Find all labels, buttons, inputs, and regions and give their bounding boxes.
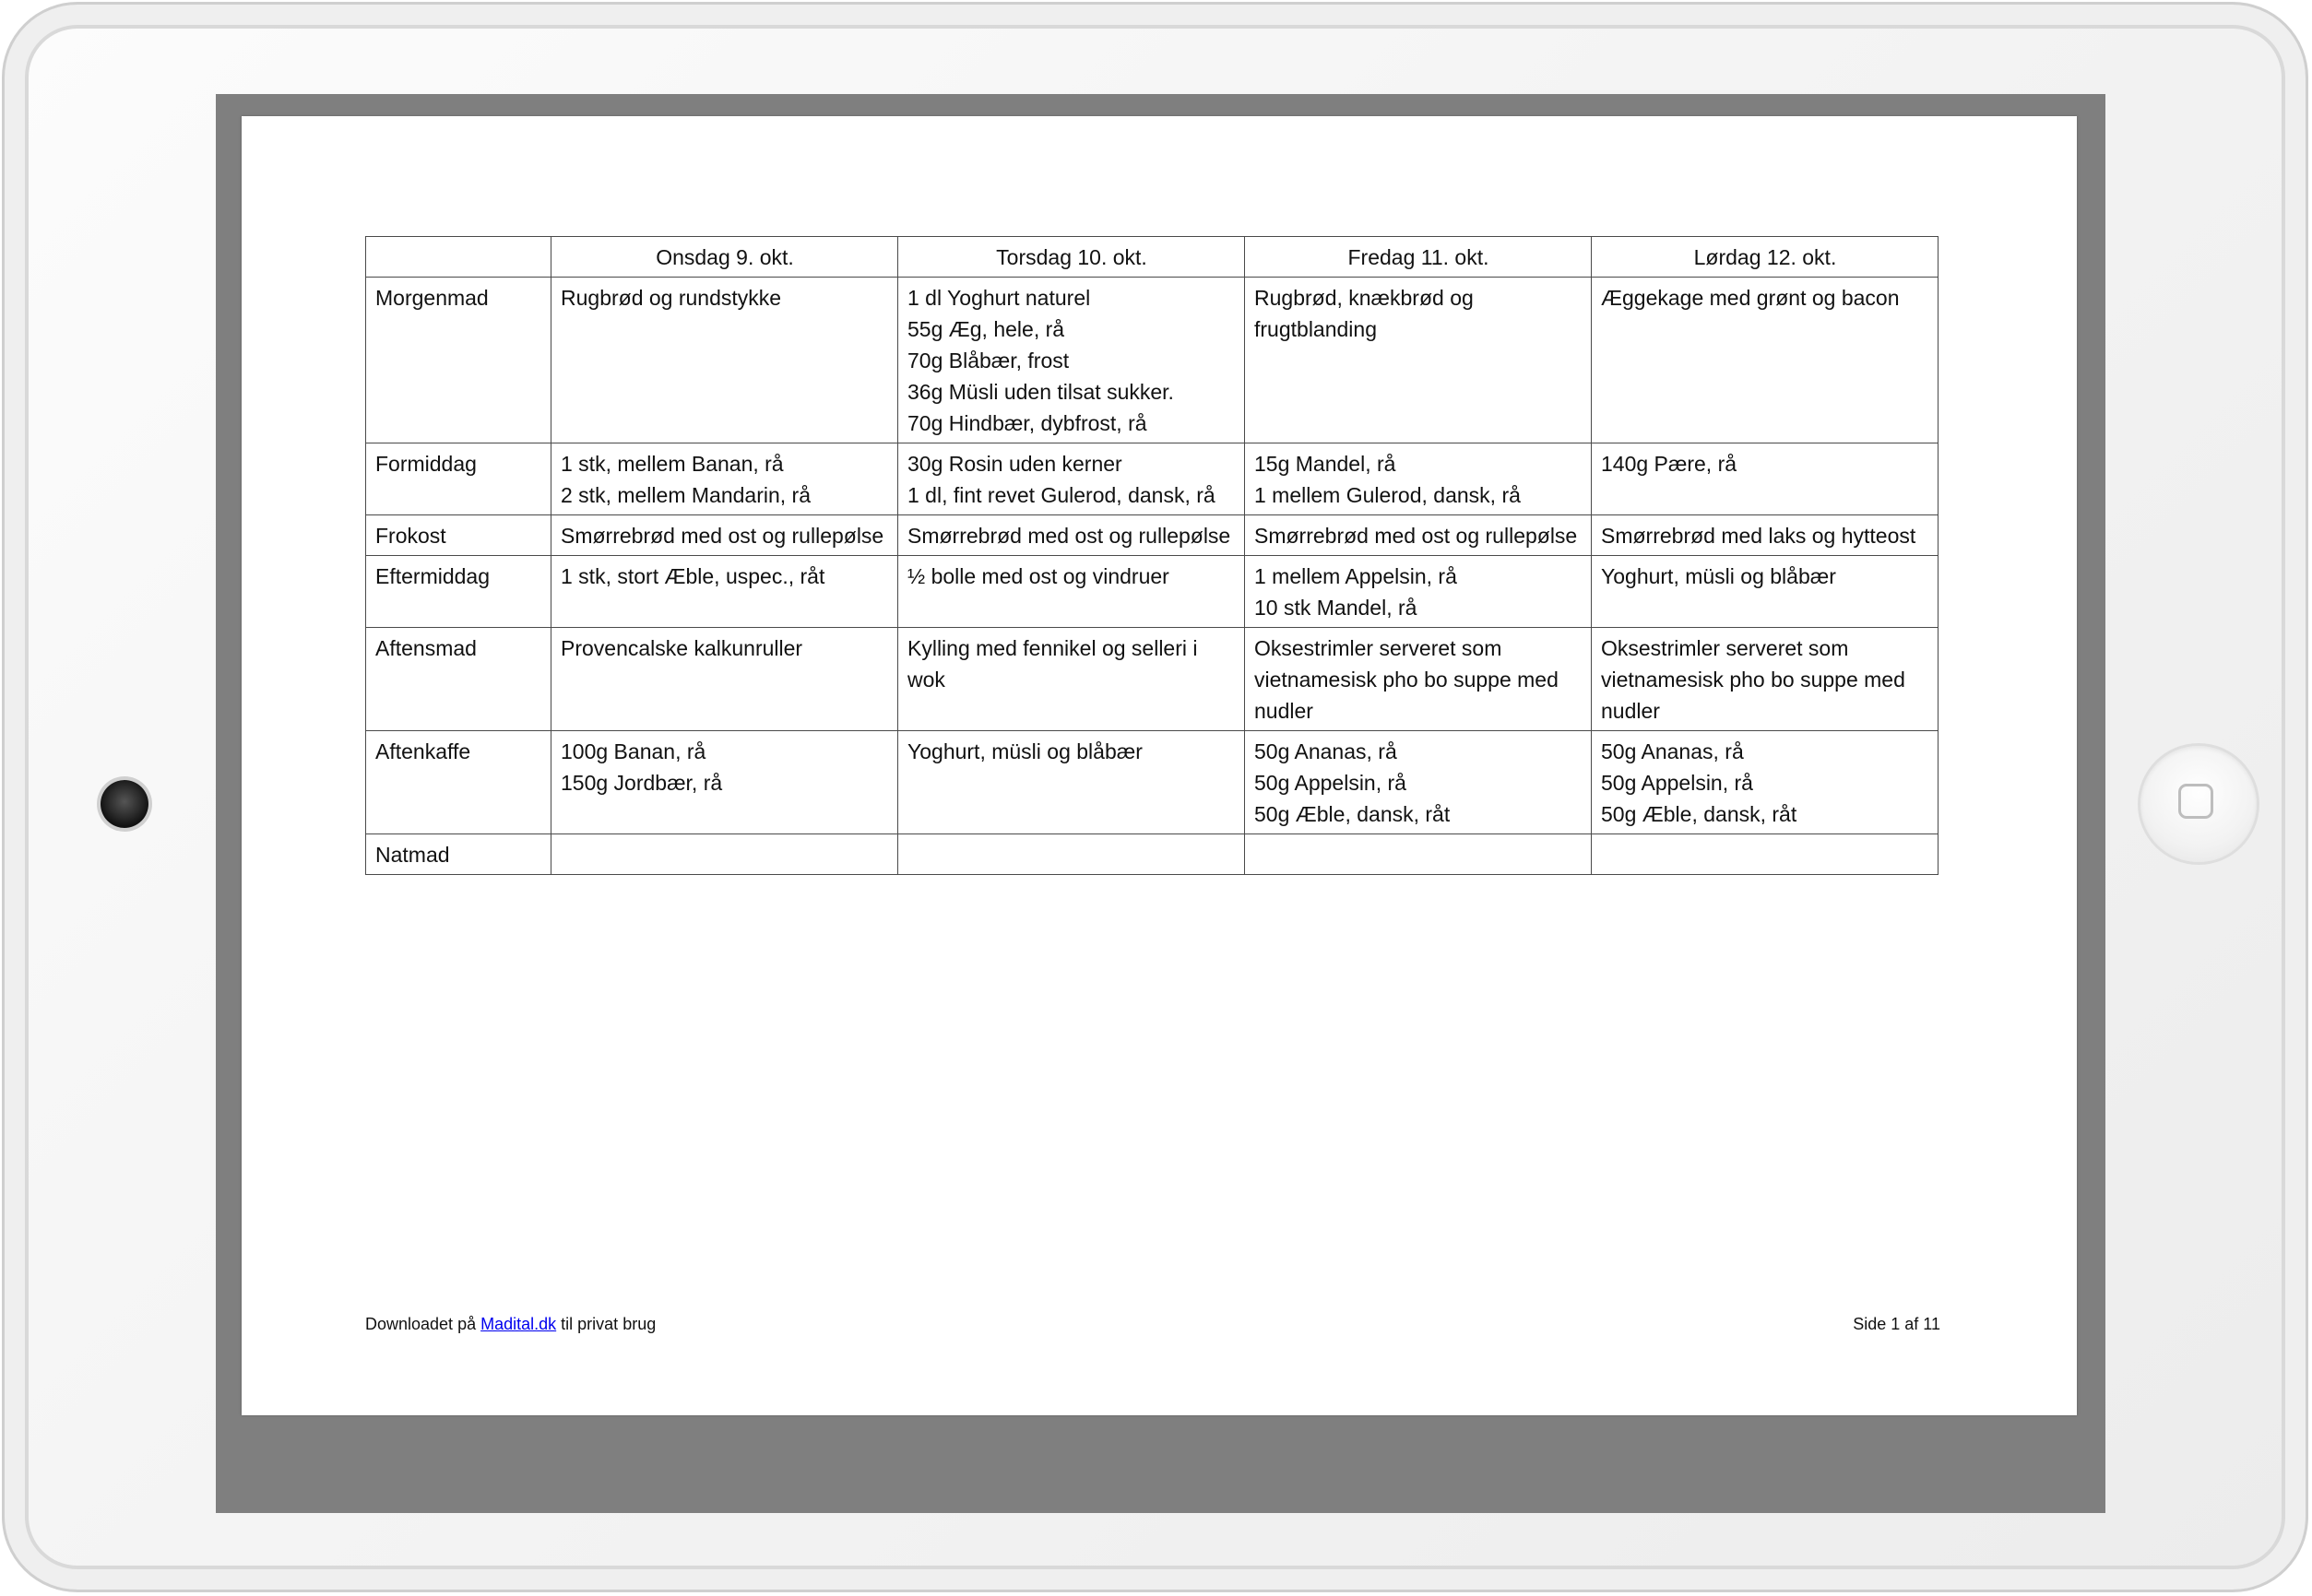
meal-cell — [1245, 443, 1592, 515]
meal-item: Æggekage med grønt og bacon — [1601, 286, 1900, 310]
meal-cell — [898, 628, 1245, 731]
meal-cell — [1592, 515, 1939, 556]
meal-item: 1 dl Yoghurt naturel — [907, 286, 1091, 310]
meal-item: Provencalske kalkunruller — [561, 636, 803, 660]
footer-suffix: til privat brug — [561, 1315, 657, 1333]
day-header-cell: Onsdag 9. okt. — [551, 237, 898, 278]
meal-cell — [898, 556, 1245, 628]
meal-name-cell: Natmad — [366, 834, 551, 875]
meal-item: Smørrebrød med ost og rullepølse — [1254, 524, 1578, 548]
meal-item: 50g Ananas, rå — [1254, 739, 1397, 763]
meal-cell — [1245, 515, 1592, 556]
meal-cell — [551, 731, 898, 834]
meal-item: Oksestrimler serveret som vietnamesisk pho bo suppe med nudler — [1601, 636, 1905, 723]
meal-cell — [1592, 556, 1939, 628]
meal-item: 70g Blåbær, frost — [907, 349, 1070, 372]
table-row — [366, 443, 1939, 515]
meal-cell — [1592, 628, 1939, 731]
meal-item: 150g Jordbær, rå — [561, 771, 723, 795]
meal-cell — [1592, 834, 1939, 875]
meal-item: 36g Müsli uden tilsat sukker. — [907, 380, 1174, 404]
meal-item: 140g Pære, rå — [1601, 452, 1737, 476]
meal-cell — [1592, 443, 1939, 515]
meal-cell — [551, 443, 898, 515]
footer-prefix: Downloadet på — [365, 1315, 477, 1333]
meal-item: 30g Rosin uden kerner — [907, 452, 1122, 476]
meal-item: Rugbrød og rundstykke — [561, 286, 782, 310]
meal-cell — [1245, 278, 1592, 443]
table-row — [366, 515, 1939, 556]
meal-item: Oksestrimler serveret som vietnamesisk pho bo suppe med nudler — [1254, 636, 1559, 723]
meal-item: 1 dl, fint revet Gulerod, dansk, rå — [907, 483, 1215, 507]
page-number: Side 1 af 11 — [1853, 1315, 1940, 1333]
home-square-icon — [2178, 784, 2213, 819]
tablet-frame — [2, 2, 2308, 1592]
meal-item: 10 stk Mandel, rå — [1254, 596, 1417, 620]
table-header-row — [366, 237, 1939, 278]
meal-item: 1 mellem Appelsin, rå — [1254, 564, 1457, 588]
meal-cell — [551, 515, 898, 556]
meal-item: 1 mellem Gulerod, dansk, rå — [1254, 483, 1521, 507]
meal-item: Rugbrød, knækbrød og frugtblanding — [1254, 286, 1474, 341]
header-corner-cell — [366, 237, 551, 278]
meal-name-cell: Aftenkaffe — [366, 731, 551, 834]
document-page — [242, 116, 2077, 1415]
meal-cell — [551, 834, 898, 875]
meal-name-cell: Morgenmad — [366, 278, 551, 443]
madital-link[interactable]: Madital.dk — [480, 1315, 557, 1333]
meal-item: 70g Hindbær, dybfrost, rå — [907, 411, 1147, 435]
meal-cell — [1592, 278, 1939, 443]
table-row — [366, 834, 1939, 875]
meal-item: Yoghurt, müsli og blåbær — [1601, 564, 1836, 588]
day-header-cell: Lørdag 12. okt. — [1592, 237, 1939, 278]
meal-cell — [898, 278, 1245, 443]
meal-cell — [1592, 731, 1939, 834]
page-footer-source — [365, 1315, 656, 1334]
meal-cell — [898, 515, 1245, 556]
meal-item: 50g Appelsin, rå — [1601, 771, 1753, 795]
meal-cell — [551, 628, 898, 731]
meal-item: Smørrebrød med laks og hytteost — [1601, 524, 1916, 548]
meal-item: 2 stk, mellem Mandarin, rå — [561, 483, 811, 507]
meal-cell — [898, 443, 1245, 515]
document-viewer[interactable] — [216, 94, 2105, 1513]
meal-cell — [1245, 628, 1592, 731]
meal-item: Smørrebrød med ost og rullepølse — [561, 524, 884, 548]
table-row — [366, 628, 1939, 731]
meal-cell — [1245, 834, 1592, 875]
meal-item: 100g Banan, rå — [561, 739, 706, 763]
meal-item: ½ bolle med ost og vindruer — [907, 564, 1169, 588]
meal-cell — [1245, 731, 1592, 834]
meal-item: Smørrebrød med ost og rullepølse — [907, 524, 1231, 548]
meal-item: 1 stk, mellem Banan, rå — [561, 452, 784, 476]
day-header-cell: Torsdag 10. okt. — [898, 237, 1245, 278]
table-row — [366, 731, 1939, 834]
meal-item: Yoghurt, müsli og blåbær — [907, 739, 1143, 763]
meal-item: Kylling med fennikel og selleri i wok — [907, 636, 1198, 692]
meal-plan-table — [365, 236, 1939, 875]
meal-item: 50g Appelsin, rå — [1254, 771, 1406, 795]
camera-icon — [101, 780, 148, 828]
meal-name-cell: Formiddag — [366, 443, 551, 515]
meal-cell — [1245, 556, 1592, 628]
meal-cell — [551, 278, 898, 443]
table-row — [366, 556, 1939, 628]
table-row — [366, 278, 1939, 443]
meal-cell — [898, 834, 1245, 875]
meal-name-cell: Eftermiddag — [366, 556, 551, 628]
meal-item: 1 stk, stort Æble, uspec., råt — [561, 564, 825, 588]
meal-item: 50g Æble, dansk, råt — [1601, 802, 1797, 826]
meal-name-cell: Frokost — [366, 515, 551, 556]
meal-item: 50g Ananas, rå — [1601, 739, 1744, 763]
day-header-cell: Fredag 11. okt. — [1245, 237, 1592, 278]
meal-cell — [551, 556, 898, 628]
meal-item: 55g Æg, hele, rå — [907, 317, 1065, 341]
meal-name-cell: Aftensmad — [366, 628, 551, 731]
meal-cell — [898, 731, 1245, 834]
meal-item: 50g Æble, dansk, råt — [1254, 802, 1451, 826]
home-button[interactable] — [2140, 746, 2257, 862]
meal-item: 15g Mandel, rå — [1254, 452, 1396, 476]
